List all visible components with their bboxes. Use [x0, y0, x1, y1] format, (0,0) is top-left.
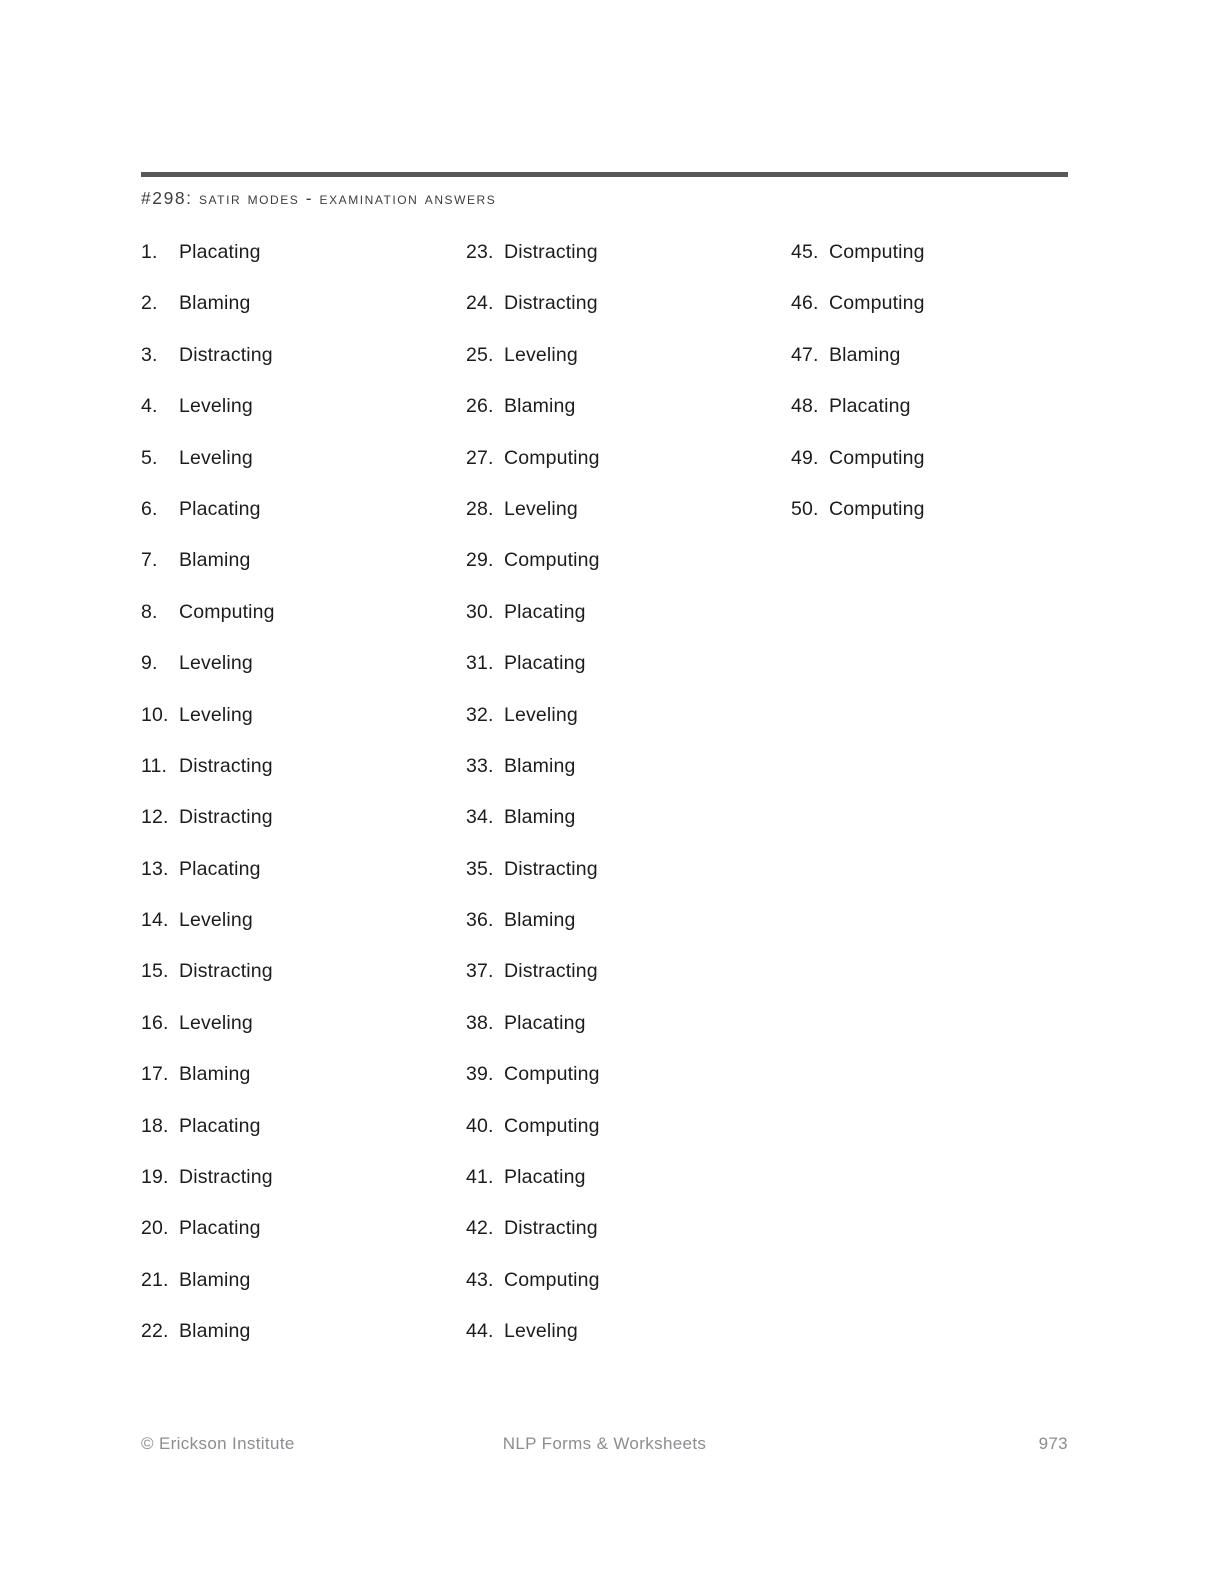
answer-row: [141, 911, 466, 962]
answer-row: [466, 703, 791, 757]
answer-number: 13.: [141, 857, 169, 880]
answers-list: [141, 243, 1131, 1374]
answer-label: Placating: [504, 1011, 586, 1034]
answer-label: Computing: [504, 1114, 600, 1137]
answer-label: Distracting: [504, 1217, 598, 1240]
answer-label: Leveling: [179, 652, 253, 675]
answer-number: 33.: [466, 754, 494, 777]
answer-row: [141, 1114, 466, 1168]
answer-row: [466, 551, 791, 602]
answer-label: Blaming: [179, 1063, 251, 1086]
answer-label: Placating: [504, 1166, 586, 1189]
answer-label: Blaming: [179, 549, 251, 572]
answer-label: Distracting: [179, 806, 273, 829]
answer-number: 10.: [141, 703, 169, 726]
answer-row: [141, 1268, 466, 1322]
answer-label: Blaming: [504, 395, 576, 418]
answer-row: [141, 808, 466, 859]
answer-number: 26.: [466, 395, 494, 418]
answer-label: Leveling: [179, 395, 253, 418]
answer-label: Leveling: [179, 1011, 253, 1034]
answer-number: 49.: [791, 446, 819, 469]
answers-column-2: [466, 243, 791, 1374]
answer-number: 42.: [466, 1217, 494, 1240]
answer-label: Blaming: [179, 1268, 251, 1291]
answer-row: [141, 1322, 466, 1373]
answer-row: [466, 1114, 791, 1168]
answer-row: [791, 294, 1116, 345]
answer-label: Computing: [504, 446, 600, 469]
answer-row: [791, 343, 1116, 397]
answer-number: 36.: [466, 909, 494, 932]
answer-row: [466, 497, 791, 551]
answer-label: Leveling: [179, 703, 253, 726]
answer-row: [141, 600, 466, 654]
answer-row: [141, 294, 466, 345]
answer-row: [466, 808, 791, 859]
answer-row: [466, 962, 791, 1013]
answer-row: [141, 497, 466, 551]
answer-label: Computing: [829, 241, 925, 263]
answer-label: Placating: [829, 395, 911, 418]
answer-row: [466, 397, 791, 448]
answer-number: 40.: [466, 1114, 494, 1137]
page-footer: [141, 1434, 1068, 1454]
answer-row: [466, 654, 791, 705]
answer-row: [791, 446, 1116, 500]
answer-number: 21.: [141, 1268, 169, 1291]
answer-number: 4.: [141, 395, 158, 418]
answer-number: 24.: [466, 292, 494, 315]
answer-number: 17.: [141, 1063, 169, 1086]
answer-number: 8.: [141, 600, 158, 623]
answer-row: [466, 857, 791, 911]
answer-row: [141, 962, 466, 1013]
answer-number: 34.: [466, 806, 494, 829]
answer-number: 47.: [791, 343, 819, 366]
answer-row: [141, 343, 466, 397]
answer-label: Leveling: [504, 1320, 578, 1343]
answer-label: Computing: [829, 446, 925, 469]
footer-copyright: © Erickson Institute: [141, 1434, 295, 1453]
answer-label: Placating: [504, 652, 586, 675]
answers-column-1: [141, 243, 466, 1374]
answer-label: Computing: [504, 1063, 600, 1086]
answer-number: 44.: [466, 1320, 494, 1343]
answer-row: [141, 857, 466, 911]
answer-row: [466, 343, 791, 397]
footer-page-number: 973: [1038, 1434, 1068, 1453]
answer-label: Placating: [179, 1217, 261, 1240]
answer-label: Blaming: [179, 1320, 251, 1343]
answer-number: 27.: [466, 446, 494, 469]
answer-row: [141, 551, 466, 602]
answer-row: [791, 243, 1116, 294]
answer-label: Distracting: [179, 960, 273, 983]
answer-number: 11.: [141, 754, 168, 777]
answer-row: [791, 397, 1116, 448]
answer-label: Distracting: [179, 754, 273, 777]
answer-row: [141, 754, 466, 808]
answer-label: Placating: [179, 1114, 261, 1137]
answer-row: [466, 754, 791, 808]
answer-row: [466, 1065, 791, 1116]
answer-row: [141, 397, 466, 448]
answer-row: [466, 1219, 791, 1270]
answer-number: 43.: [466, 1268, 494, 1291]
answer-number: 9.: [141, 652, 158, 675]
answer-number: 12.: [141, 806, 169, 829]
answer-number: 35.: [466, 857, 494, 880]
answer-row: [466, 446, 791, 500]
answer-label: Distracting: [504, 241, 598, 263]
answer-label: Placating: [179, 497, 261, 520]
answer-number: 1.: [141, 241, 158, 263]
answer-number: 5.: [141, 446, 158, 469]
answer-label: Blaming: [179, 292, 251, 315]
answer-number: 39.: [466, 1063, 494, 1086]
answer-number: 48.: [791, 395, 819, 418]
answer-label: Blaming: [504, 754, 576, 777]
answer-row: [141, 654, 466, 705]
answer-number: 25.: [466, 343, 494, 366]
answer-number: 45.: [791, 241, 819, 263]
answer-number: 29.: [466, 549, 494, 572]
answer-number: 20.: [141, 1217, 169, 1240]
answer-row: [141, 1065, 466, 1116]
answer-number: 28.: [466, 497, 494, 520]
answer-label: Placating: [504, 600, 586, 623]
answer-label: Computing: [504, 1268, 600, 1291]
answer-row: [791, 497, 1116, 551]
answer-label: Distracting: [504, 960, 598, 983]
answer-label: Blaming: [504, 806, 576, 829]
answer-row: [141, 243, 466, 294]
answer-number: 41.: [466, 1166, 494, 1189]
answer-number: 23.: [466, 241, 494, 263]
answer-number: 22.: [141, 1320, 169, 1343]
answer-row: [466, 1011, 791, 1065]
answer-label: Computing: [829, 497, 925, 520]
answer-label: Blaming: [504, 909, 576, 932]
answer-number: 32.: [466, 703, 494, 726]
answers-column-3: [791, 243, 1116, 551]
answer-number: 14.: [141, 909, 169, 932]
answer-label: Distracting: [504, 292, 598, 315]
answer-number: 15.: [141, 960, 169, 983]
answer-row: [466, 1168, 791, 1219]
footer-document-title: NLP Forms & Worksheets: [502, 1434, 707, 1453]
answer-label: Leveling: [504, 703, 578, 726]
answer-number: 37.: [466, 960, 494, 983]
answer-number: 18.: [141, 1114, 169, 1137]
answer-number: 7.: [141, 549, 158, 572]
answer-number: 31.: [466, 652, 494, 675]
answer-number: 38.: [466, 1011, 494, 1034]
answer-label: Distracting: [179, 1166, 273, 1189]
answer-number: 3.: [141, 343, 158, 366]
answer-row: [141, 1011, 466, 1065]
answer-label: Computing: [179, 600, 275, 623]
answer-number: 46.: [791, 292, 819, 315]
answer-label: Placating: [179, 857, 261, 880]
answer-label: Computing: [829, 292, 925, 315]
answer-row: [466, 911, 791, 962]
answer-row: [466, 1268, 791, 1322]
answer-number: 16.: [141, 1011, 169, 1034]
answer-label: Placating: [179, 241, 261, 263]
answer-label: Computing: [504, 549, 600, 572]
answer-row: [141, 446, 466, 500]
answer-row: [466, 243, 791, 294]
answer-number: 50.: [791, 497, 819, 520]
answer-number: 30.: [466, 600, 494, 623]
answer-label: Leveling: [179, 446, 253, 469]
answer-row: [141, 1168, 466, 1219]
answer-label: Leveling: [504, 497, 578, 520]
answer-row: [141, 1219, 466, 1270]
page-title: #298: satir modes - examination answers: [141, 188, 497, 208]
answer-number: 19.: [141, 1166, 169, 1189]
answer-number: 2.: [141, 292, 158, 315]
header-rule: [141, 172, 1068, 177]
answer-label: Leveling: [504, 343, 578, 366]
answer-row: [141, 703, 466, 757]
answer-label: Blaming: [829, 343, 901, 366]
answer-label: Distracting: [179, 343, 273, 366]
answer-row: [466, 294, 791, 345]
answer-label: Distracting: [504, 857, 598, 880]
page-header: [141, 172, 1068, 209]
answer-row: [466, 1322, 791, 1373]
answer-label: Leveling: [179, 909, 253, 932]
answer-number: 6.: [141, 497, 158, 520]
answer-row: [466, 600, 791, 654]
